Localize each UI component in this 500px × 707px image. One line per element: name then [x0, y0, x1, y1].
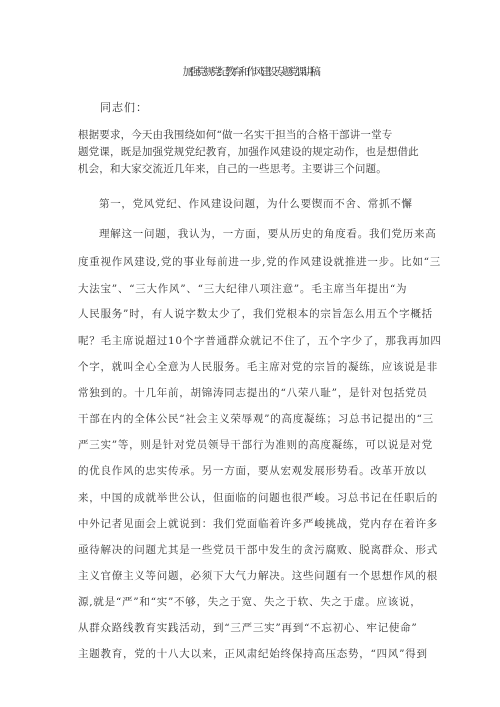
body-line: 亟待解决的问题尤其是一些党员干部中发生的贪污腐败、脱离群众、形式 — [78, 544, 438, 556]
salutation: 同志们： — [100, 101, 148, 114]
body-line: 来，中国的成就举世公认，但面临的问题也很严峻。习总书记在任职后的 — [78, 492, 438, 504]
body-line: 个字，就叫全心全意为人民服务。毛主席对党的宗旨的凝练，应该说是非 — [78, 361, 438, 373]
body-line: 大法宝”、“三大作风”、“三大纪律八项注意”。毛主席当年提出“为 — [78, 283, 408, 295]
document-title: 加强党规党纪教育和作风建设专题党课讲稿 — [182, 66, 318, 78]
body-line: 主题教育，党的十八大以来，正风肃纪始终保持高压态势，“四风”得到 — [78, 648, 428, 660]
body-line: 主义官僚主义等问题，必须下大气力解决。这些问题有一个思想作风的根 — [78, 570, 438, 582]
body-line: 人民服务”时，有人说字数太少了，我们党根本的宗旨怎么用五个字概括 — [78, 308, 433, 320]
intro-line: 机会，和大家交流近几年来，自己的一些思考。主要讲三个问题。 — [78, 163, 387, 175]
body-line: 常独到的。十几年前，胡锦涛同志提出的“八荣八耻”，是针对包括党员 — [78, 387, 428, 399]
body-line: 从群众路线教育实践活动，到“三严三实”再到“不忘初心、牢记使命” — [78, 622, 418, 634]
intro-line: 题党课，既是加强党规党纪教育，加强作风建设的规定动作，也是想借此 — [78, 146, 419, 158]
body-line: 干部在内的全体公民“社会主义荣辱观”的高度凝练；习总书记提出的“三 — [78, 413, 434, 425]
body-line: 的优良作风的忠实传承。另一方面，要从宏观发展形势看。改革开放以 — [78, 465, 427, 477]
section-heading: 第一，党风党纪、作风建设问题，为什么要锲而不舍、常抓不懈 — [99, 198, 413, 210]
body-line: 呢？毛主席说超过10个字普通群众就记不住了，五个字少了，那我再加四 — [78, 335, 442, 347]
body-line: 度重视作风建设,党的事业每前进一步,党的作风建设就推进一步。比如“三 — [78, 256, 442, 268]
body-line: 源,就是“严”和“实”不够，失之于宽、失之于软、失之于虚。应该说， — [78, 596, 422, 608]
body-line: 严三实”等，则是针对党员领导干部行为准则的高度凝练，可以说是对党 — [78, 439, 433, 451]
intro-line: 根据要求，今天由我围绕如何“做一名实干担当的合格干部讲一堂专 — [78, 129, 393, 141]
body-line: 理解这一问题，我认为，一方面，要从历史的角度看。我们党历来高 — [99, 228, 437, 240]
body-line: 中外记者见面会上就说到：我们党面临着许多严峻挑战，党内存在着许多 — [78, 518, 438, 530]
